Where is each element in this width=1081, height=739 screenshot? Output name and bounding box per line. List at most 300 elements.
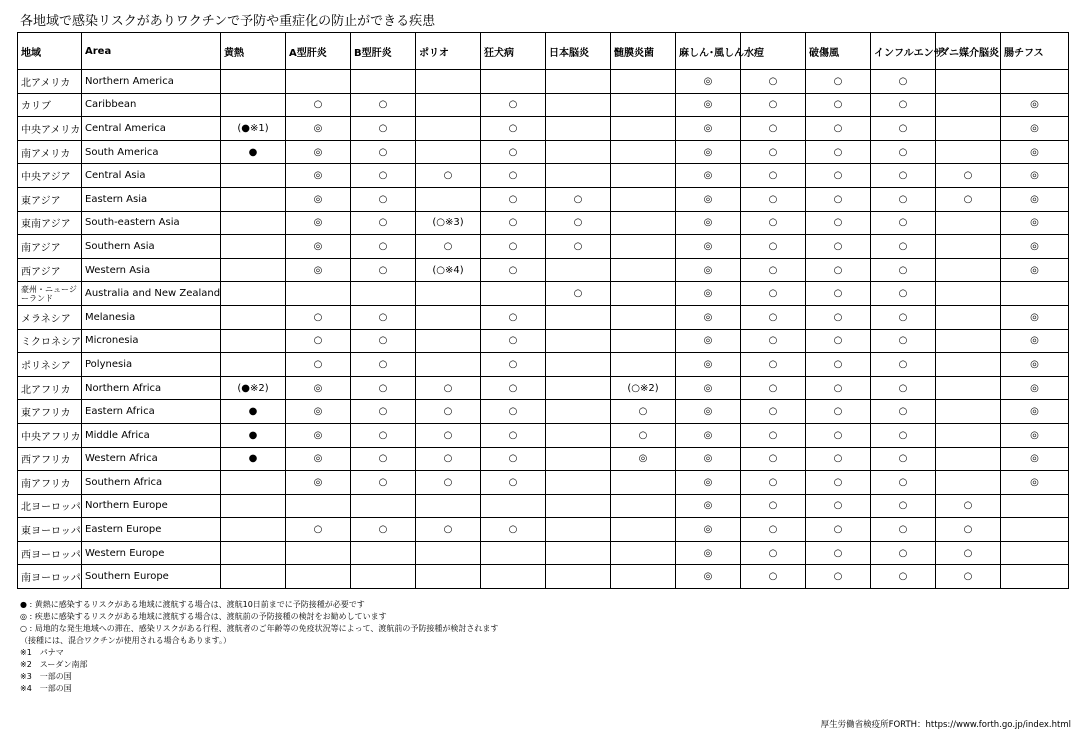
area-cell: Caribbean bbox=[82, 93, 221, 117]
area-cell: Western Europe bbox=[82, 541, 221, 565]
region-cell: 西アジア bbox=[18, 258, 82, 282]
mark-cell: ○ bbox=[871, 471, 936, 495]
mark-cell: ◎ bbox=[1001, 329, 1069, 353]
table-row bbox=[18, 423, 1069, 447]
column-header: 麻しん･風しん bbox=[676, 33, 741, 70]
mark-cell bbox=[416, 494, 481, 518]
mark-cell: ◎ bbox=[611, 447, 676, 471]
mark-cell: ◎ bbox=[1001, 211, 1069, 235]
mark-cell bbox=[611, 541, 676, 565]
mark-cell bbox=[936, 211, 1001, 235]
column-header: Area bbox=[82, 33, 221, 70]
mark-cell: ○ bbox=[481, 376, 546, 400]
mark-cell: ◎ bbox=[1001, 117, 1069, 141]
mark-cell: ◎ bbox=[286, 471, 351, 495]
mark-cell: ◎ bbox=[676, 117, 741, 141]
mark-cell bbox=[416, 70, 481, 94]
mark-cell bbox=[416, 541, 481, 565]
mark-cell bbox=[936, 70, 1001, 94]
mark-cell: ○ bbox=[806, 164, 871, 188]
mark-cell: ○ bbox=[806, 518, 871, 542]
mark-cell: ○ bbox=[871, 282, 936, 306]
mark-cell bbox=[546, 494, 611, 518]
mark-cell: ○ bbox=[741, 494, 806, 518]
column-header: ダニ媒介脳炎 bbox=[936, 33, 1001, 70]
mark-cell: ◎ bbox=[676, 164, 741, 188]
mark-cell: ◎ bbox=[286, 117, 351, 141]
area-cell: Eastern Asia bbox=[82, 187, 221, 211]
mark-cell: ○ bbox=[351, 423, 416, 447]
mark-cell bbox=[611, 187, 676, 211]
mark-cell: ◎ bbox=[286, 376, 351, 400]
mark-cell: ◎ bbox=[1001, 376, 1069, 400]
mark-cell: ○ bbox=[481, 187, 546, 211]
mark-cell: ◎ bbox=[676, 376, 741, 400]
mark-cell: ◎ bbox=[676, 400, 741, 424]
mark-cell: ◎ bbox=[676, 447, 741, 471]
area-cell: Eastern Africa bbox=[82, 400, 221, 424]
mark-cell: ○ bbox=[481, 140, 546, 164]
mark-cell: ◎ bbox=[1001, 93, 1069, 117]
mark-cell: ◎ bbox=[1001, 164, 1069, 188]
mark-cell: ○ bbox=[806, 353, 871, 377]
mark-cell: ◎ bbox=[676, 282, 741, 306]
mark-cell: ◎ bbox=[1001, 423, 1069, 447]
region-cell: メラネシア bbox=[18, 305, 82, 329]
mark-cell: ○ bbox=[871, 70, 936, 94]
vaccine-table bbox=[17, 32, 1069, 589]
region-cell: 西アフリカ bbox=[18, 447, 82, 471]
mark-cell bbox=[481, 541, 546, 565]
mark-cell: ● bbox=[221, 423, 286, 447]
mark-cell: ○ bbox=[481, 447, 546, 471]
mark-cell: ○ bbox=[351, 187, 416, 211]
mark-cell: ○ bbox=[286, 305, 351, 329]
mark-cell bbox=[611, 70, 676, 94]
mark-cell bbox=[611, 329, 676, 353]
region-cell: 北アメリカ bbox=[18, 70, 82, 94]
mark-cell bbox=[611, 211, 676, 235]
mark-cell: ○ bbox=[806, 423, 871, 447]
mark-cell: ○ bbox=[806, 447, 871, 471]
mark-cell: ○ bbox=[741, 282, 806, 306]
mark-cell bbox=[936, 447, 1001, 471]
mark-cell bbox=[481, 565, 546, 589]
mark-cell: ◎ bbox=[286, 187, 351, 211]
mark-cell: ○ bbox=[481, 164, 546, 188]
mark-cell: ◎ bbox=[676, 423, 741, 447]
mark-cell: ○ bbox=[611, 423, 676, 447]
mark-cell bbox=[546, 93, 611, 117]
mark-cell bbox=[611, 140, 676, 164]
mark-cell bbox=[351, 541, 416, 565]
table-row bbox=[18, 211, 1069, 235]
mark-cell: ○ bbox=[741, 541, 806, 565]
column-header: インフルエンザ bbox=[871, 33, 936, 70]
mark-cell bbox=[221, 211, 286, 235]
mark-cell bbox=[1001, 282, 1069, 306]
mark-cell bbox=[611, 353, 676, 377]
mark-cell: ◎ bbox=[676, 70, 741, 94]
mark-cell: ◎ bbox=[676, 258, 741, 282]
mark-cell: ○ bbox=[871, 494, 936, 518]
mark-cell bbox=[546, 70, 611, 94]
mark-cell: ○ bbox=[936, 541, 1001, 565]
mark-cell bbox=[611, 235, 676, 259]
mark-cell: ○ bbox=[546, 282, 611, 306]
mark-cell: ◎ bbox=[1001, 353, 1069, 377]
mark-cell: ◎ bbox=[1001, 187, 1069, 211]
mark-cell: ○ bbox=[481, 235, 546, 259]
mark-cell bbox=[546, 447, 611, 471]
region-cell: 南アフリカ bbox=[18, 471, 82, 495]
area-cell: Polynesia bbox=[82, 353, 221, 377]
mark-cell: ○ bbox=[741, 565, 806, 589]
mark-cell: ○ bbox=[351, 518, 416, 542]
note-line: ● : 黄熱に感染するリスクがある地域に渡航する場合は、渡航10日前までに予防接種が必要です bbox=[20, 600, 365, 609]
mark-cell bbox=[221, 305, 286, 329]
mark-cell: ● bbox=[221, 447, 286, 471]
mark-cell: ◎ bbox=[676, 353, 741, 377]
mark-cell: ◎ bbox=[286, 400, 351, 424]
mark-cell bbox=[416, 305, 481, 329]
mark-cell: ○ bbox=[741, 117, 806, 141]
table-row bbox=[18, 164, 1069, 188]
mark-cell: ○ bbox=[481, 518, 546, 542]
column-header: ポリオ bbox=[416, 33, 481, 70]
region-cell: 東ヨーロッパ bbox=[18, 518, 82, 542]
mark-cell: ○ bbox=[546, 211, 611, 235]
mark-cell bbox=[546, 117, 611, 141]
mark-cell: ○ bbox=[806, 400, 871, 424]
mark-cell: ○ bbox=[286, 353, 351, 377]
table-row bbox=[18, 305, 1069, 329]
mark-cell bbox=[481, 70, 546, 94]
mark-cell: ○ bbox=[806, 235, 871, 259]
mark-cell: ○ bbox=[351, 329, 416, 353]
region-cell: 北アフリカ bbox=[18, 376, 82, 400]
mark-cell: ○ bbox=[871, 140, 936, 164]
mark-cell bbox=[221, 282, 286, 306]
mark-cell: ○ bbox=[871, 187, 936, 211]
mark-cell: ○ bbox=[871, 376, 936, 400]
mark-cell bbox=[351, 70, 416, 94]
mark-cell bbox=[351, 565, 416, 589]
area-cell: Western Africa bbox=[82, 447, 221, 471]
mark-cell: ○ bbox=[416, 471, 481, 495]
mark-cell: ○ bbox=[481, 93, 546, 117]
mark-cell bbox=[286, 70, 351, 94]
table-row bbox=[18, 93, 1069, 117]
mark-cell bbox=[546, 140, 611, 164]
area-cell: Central America bbox=[82, 117, 221, 141]
table-row bbox=[18, 329, 1069, 353]
mark-cell bbox=[221, 565, 286, 589]
mark-cell bbox=[221, 541, 286, 565]
mark-cell bbox=[936, 93, 1001, 117]
area-cell: South America bbox=[82, 140, 221, 164]
mark-cell bbox=[221, 93, 286, 117]
mark-cell bbox=[221, 258, 286, 282]
mark-cell bbox=[936, 305, 1001, 329]
table-row bbox=[18, 565, 1069, 589]
mark-cell: ○ bbox=[351, 447, 416, 471]
mark-cell: ○ bbox=[481, 258, 546, 282]
mark-cell: ◎ bbox=[1001, 471, 1069, 495]
area-cell: Micronesia bbox=[82, 329, 221, 353]
mark-cell: ○ bbox=[481, 329, 546, 353]
mark-cell: ○ bbox=[871, 518, 936, 542]
region-cell: 南アジア bbox=[18, 235, 82, 259]
mark-cell: ○ bbox=[806, 187, 871, 211]
area-cell: Southern Africa bbox=[82, 471, 221, 495]
mark-cell: ◎ bbox=[286, 235, 351, 259]
mark-cell bbox=[416, 329, 481, 353]
mark-cell: ◎ bbox=[286, 423, 351, 447]
mark-cell bbox=[936, 140, 1001, 164]
mark-cell: ○ bbox=[351, 353, 416, 377]
legend-notes bbox=[20, 599, 498, 695]
mark-cell: ◎ bbox=[676, 235, 741, 259]
mark-cell: ○ bbox=[806, 258, 871, 282]
mark-cell: ○ bbox=[481, 353, 546, 377]
area-cell: Northern Europe bbox=[82, 494, 221, 518]
mark-cell: ○ bbox=[741, 329, 806, 353]
mark-cell: ○ bbox=[936, 518, 1001, 542]
mark-cell bbox=[546, 329, 611, 353]
mark-cell: ◎ bbox=[1001, 305, 1069, 329]
area-cell: Middle Africa bbox=[82, 423, 221, 447]
note-line: ※4 一部の国 bbox=[20, 684, 72, 693]
mark-cell: ○ bbox=[806, 211, 871, 235]
mark-cell: ○ bbox=[546, 235, 611, 259]
mark-cell: ○ bbox=[871, 423, 936, 447]
mark-cell: ○ bbox=[871, 93, 936, 117]
table-row bbox=[18, 187, 1069, 211]
table-row bbox=[18, 258, 1069, 282]
mark-cell: ○ bbox=[351, 400, 416, 424]
mark-cell: ○ bbox=[286, 329, 351, 353]
area-cell: Southern Europe bbox=[82, 565, 221, 589]
mark-cell: ○ bbox=[741, 258, 806, 282]
mark-cell: ○ bbox=[611, 400, 676, 424]
mark-cell: ○ bbox=[871, 211, 936, 235]
region-cell: 南アメリカ bbox=[18, 140, 82, 164]
mark-cell: ○ bbox=[806, 565, 871, 589]
area-cell: Australia and New Zealand bbox=[82, 282, 221, 306]
mark-cell bbox=[416, 93, 481, 117]
mark-cell: ◎ bbox=[676, 494, 741, 518]
mark-cell bbox=[546, 258, 611, 282]
mark-cell bbox=[1001, 70, 1069, 94]
mark-cell: ● bbox=[221, 400, 286, 424]
mark-cell: ○ bbox=[936, 494, 1001, 518]
mark-cell bbox=[546, 400, 611, 424]
note-line: ※2 スーダン南部 bbox=[20, 660, 88, 669]
mark-cell: ○ bbox=[416, 376, 481, 400]
mark-cell: ○ bbox=[871, 400, 936, 424]
region-cell: カリブ bbox=[18, 93, 82, 117]
mark-cell bbox=[936, 282, 1001, 306]
mark-cell bbox=[221, 187, 286, 211]
mark-cell: ○ bbox=[936, 565, 1001, 589]
mark-cell: ○ bbox=[286, 518, 351, 542]
mark-cell bbox=[1001, 541, 1069, 565]
table-row bbox=[18, 471, 1069, 495]
mark-cell: ◎ bbox=[676, 140, 741, 164]
mark-cell bbox=[546, 471, 611, 495]
mark-cell: ○ bbox=[416, 400, 481, 424]
mark-cell bbox=[546, 376, 611, 400]
mark-cell bbox=[351, 494, 416, 518]
mark-cell: ○ bbox=[351, 235, 416, 259]
mark-cell bbox=[936, 117, 1001, 141]
mark-cell: ○ bbox=[481, 423, 546, 447]
mark-cell bbox=[936, 376, 1001, 400]
mark-cell: ○ bbox=[416, 164, 481, 188]
mark-cell bbox=[936, 423, 1001, 447]
mark-cell: ○ bbox=[806, 93, 871, 117]
mark-cell: ○ bbox=[741, 471, 806, 495]
mark-cell: ○ bbox=[871, 447, 936, 471]
area-cell: Central Asia bbox=[82, 164, 221, 188]
mark-cell bbox=[481, 494, 546, 518]
region-cell: 中央アメリカ bbox=[18, 117, 82, 141]
mark-cell: ○ bbox=[871, 541, 936, 565]
region-cell: 西ヨーロッパ bbox=[18, 541, 82, 565]
table-row bbox=[18, 70, 1069, 94]
mark-cell: ◎ bbox=[676, 187, 741, 211]
mark-cell: ○ bbox=[871, 353, 936, 377]
mark-cell bbox=[1001, 494, 1069, 518]
mark-cell bbox=[546, 423, 611, 447]
mark-cell: ○ bbox=[741, 376, 806, 400]
column-header: 日本脳炎 bbox=[546, 33, 611, 70]
mark-cell: ○ bbox=[741, 518, 806, 542]
mark-cell: ◎ bbox=[1001, 400, 1069, 424]
region-cell: 南ヨーロッパ bbox=[18, 565, 82, 589]
mark-cell bbox=[546, 305, 611, 329]
mark-cell: ○ bbox=[871, 565, 936, 589]
mark-cell bbox=[351, 282, 416, 306]
mark-cell: ○ bbox=[806, 471, 871, 495]
table-row bbox=[18, 235, 1069, 259]
table-row bbox=[18, 353, 1069, 377]
table-row bbox=[18, 117, 1069, 141]
mark-cell bbox=[936, 353, 1001, 377]
column-header: A型肝炎 bbox=[286, 33, 351, 70]
mark-cell bbox=[546, 353, 611, 377]
mark-cell bbox=[416, 140, 481, 164]
mark-cell: ○ bbox=[481, 305, 546, 329]
mark-cell: (●※2) bbox=[221, 376, 286, 400]
mark-cell bbox=[416, 353, 481, 377]
mark-cell bbox=[416, 187, 481, 211]
region-cell: 東南アジア bbox=[18, 211, 82, 235]
mark-cell: ○ bbox=[351, 93, 416, 117]
mark-cell bbox=[611, 305, 676, 329]
mark-cell: ◎ bbox=[1001, 235, 1069, 259]
column-header: 水痘 bbox=[741, 33, 806, 70]
mark-cell bbox=[286, 565, 351, 589]
mark-cell: ○ bbox=[871, 329, 936, 353]
column-header: 腸チフス bbox=[1001, 33, 1069, 70]
area-cell: Melanesia bbox=[82, 305, 221, 329]
mark-cell: ◎ bbox=[286, 164, 351, 188]
mark-cell: ○ bbox=[806, 70, 871, 94]
mark-cell: ○ bbox=[481, 400, 546, 424]
mark-cell: ◎ bbox=[1001, 447, 1069, 471]
mark-cell: ○ bbox=[481, 211, 546, 235]
table-row bbox=[18, 376, 1069, 400]
mark-cell bbox=[611, 494, 676, 518]
table-row bbox=[18, 400, 1069, 424]
mark-cell: ◎ bbox=[676, 541, 741, 565]
note-line: （接種には、混合ワクチンが使用される場合もあります。） bbox=[20, 636, 231, 645]
mark-cell: ◎ bbox=[286, 258, 351, 282]
mark-cell: (○※2) bbox=[611, 376, 676, 400]
mark-cell bbox=[221, 471, 286, 495]
mark-cell: ○ bbox=[871, 235, 936, 259]
mark-cell: ○ bbox=[481, 471, 546, 495]
column-header: 狂犬病 bbox=[481, 33, 546, 70]
mark-cell: ○ bbox=[936, 187, 1001, 211]
mark-cell bbox=[481, 282, 546, 306]
mark-cell: ○ bbox=[741, 140, 806, 164]
mark-cell: ○ bbox=[286, 93, 351, 117]
mark-cell: ○ bbox=[351, 305, 416, 329]
mark-cell: ○ bbox=[741, 93, 806, 117]
mark-cell bbox=[611, 518, 676, 542]
mark-cell: ◎ bbox=[676, 329, 741, 353]
mark-cell: ○ bbox=[416, 423, 481, 447]
mark-cell: ● bbox=[221, 140, 286, 164]
table-row bbox=[18, 447, 1069, 471]
source-footer: 厚生労働省検疫所FORTH：https://www.forth.go.jp/index.html bbox=[820, 720, 1071, 730]
mark-cell: ○ bbox=[351, 164, 416, 188]
mark-cell: ○ bbox=[351, 117, 416, 141]
mark-cell bbox=[546, 164, 611, 188]
region-cell: 豪州・ニュージーランド bbox=[18, 282, 82, 306]
mark-cell: ○ bbox=[546, 187, 611, 211]
column-header: B型肝炎 bbox=[351, 33, 416, 70]
mark-cell bbox=[416, 565, 481, 589]
region-cell: ポリネシア bbox=[18, 353, 82, 377]
mark-cell bbox=[221, 518, 286, 542]
area-cell: Western Asia bbox=[82, 258, 221, 282]
mark-cell: ○ bbox=[741, 164, 806, 188]
table-row bbox=[18, 494, 1069, 518]
mark-cell: ○ bbox=[416, 518, 481, 542]
mark-cell: ○ bbox=[416, 235, 481, 259]
mark-cell: ○ bbox=[741, 235, 806, 259]
mark-cell bbox=[611, 93, 676, 117]
mark-cell bbox=[936, 235, 1001, 259]
table-row bbox=[18, 518, 1069, 542]
mark-cell: ◎ bbox=[286, 140, 351, 164]
column-header: 髄膜炎菌 bbox=[611, 33, 676, 70]
region-cell: 中央アジア bbox=[18, 164, 82, 188]
mark-cell: ◎ bbox=[1001, 140, 1069, 164]
mark-cell: ◎ bbox=[1001, 258, 1069, 282]
mark-cell: ◎ bbox=[676, 471, 741, 495]
mark-cell: ○ bbox=[741, 423, 806, 447]
mark-cell: ○ bbox=[416, 447, 481, 471]
mark-cell bbox=[936, 400, 1001, 424]
area-cell: Northern Africa bbox=[82, 376, 221, 400]
mark-cell bbox=[611, 471, 676, 495]
mark-cell: ○ bbox=[806, 140, 871, 164]
